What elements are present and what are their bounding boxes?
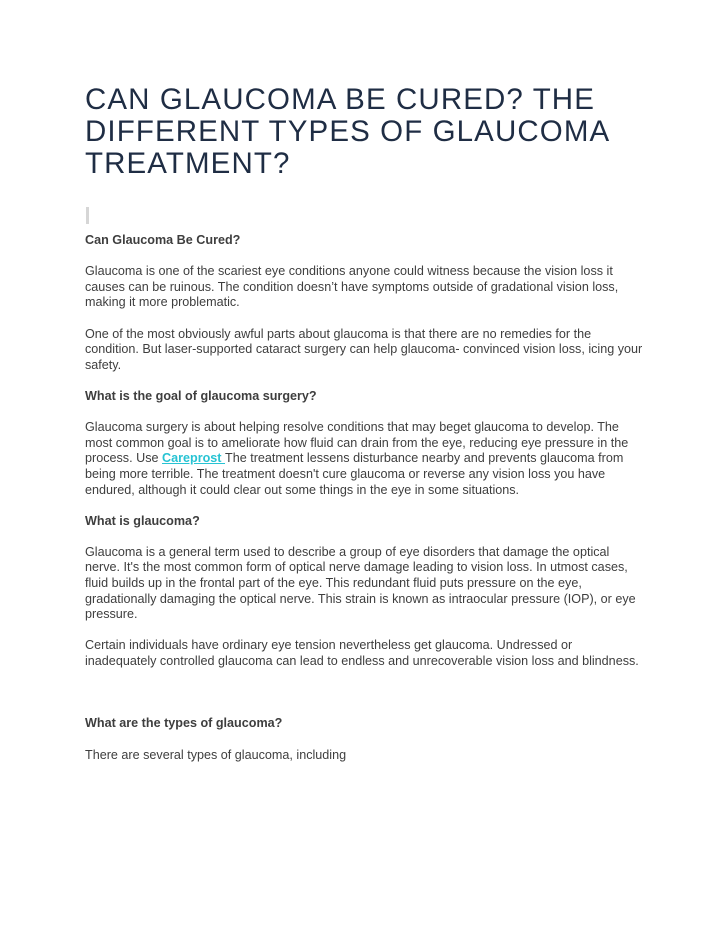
- paragraph: Glaucoma is one of the scariest eye conditions anyone could witness because the vision loss it causes can be ruinous. The condition doesn’t have symptoms outside of gradational vision loss, making it more problematic.: [85, 264, 619, 310]
- page-title: CAN GLAUCOMA BE CURED? THE DIFFERENT TYPES OF GLAUCOMA TREATMENT?: [85, 83, 609, 180]
- cursor-bar: [86, 207, 89, 224]
- paragraph-with-link: [85, 420, 645, 498]
- paragraph-text-after-link: The treatment lessens disturbance nearby and prevents glaucoma from being more terrible. The treatment doesn't cure glaucoma or reverse any vision loss you have endured, although it could clear out some things in the eye in some situations.: [85, 451, 624, 497]
- paragraph-text-before-link: Glaucoma surgery is about helping resolve conditions that may beget glaucoma to develop. The most common goal is to ameliorate how fluid can drain from the eye, reducing eye pressure in the process. Use: [85, 420, 629, 466]
- heading-can-glaucoma-be-cured: Can Glaucoma Be Cured?: [85, 233, 241, 247]
- heading-goal-of-surgery: What is the goal of glaucoma surgery?: [85, 388, 317, 403]
- heading-what-is-glaucoma: What is glaucoma?: [85, 513, 200, 528]
- careprost-link[interactable]: Careprost: [162, 451, 225, 466]
- spacer: [85, 685, 645, 716]
- paragraph: One of the most obviously awful parts about glaucoma is that there are no remedies for the condition. But laser-supported cataract surgery can help glaucoma- convinced vision loss, icing your safety.: [85, 326, 643, 372]
- article-body: [85, 233, 645, 779]
- heading-types-of-glaucoma: What are the types of glaucoma?: [85, 716, 283, 731]
- paragraph: Glaucoma is a general term used to describe a group of eye disorders that damage the optical nerve. It's the most common form of optical nerve damage leading to vision loss. In utmost cases, fluid builds up in the frontal part of the eye. This redundant fluid puts pressure on the eye, gradationally damaging the optical nerve. This strain is known as intraocular pressure (IOP), or eye pressure.: [85, 544, 636, 622]
- paragraph: Certain individuals have ordinary eye tension nevertheless get glaucoma. Undressed or inadequately controlled glaucoma can lead to endless and unrecoverable vision loss and blindness.: [85, 638, 639, 669]
- paragraph: There are several types of glaucoma, including: [85, 747, 347, 762]
